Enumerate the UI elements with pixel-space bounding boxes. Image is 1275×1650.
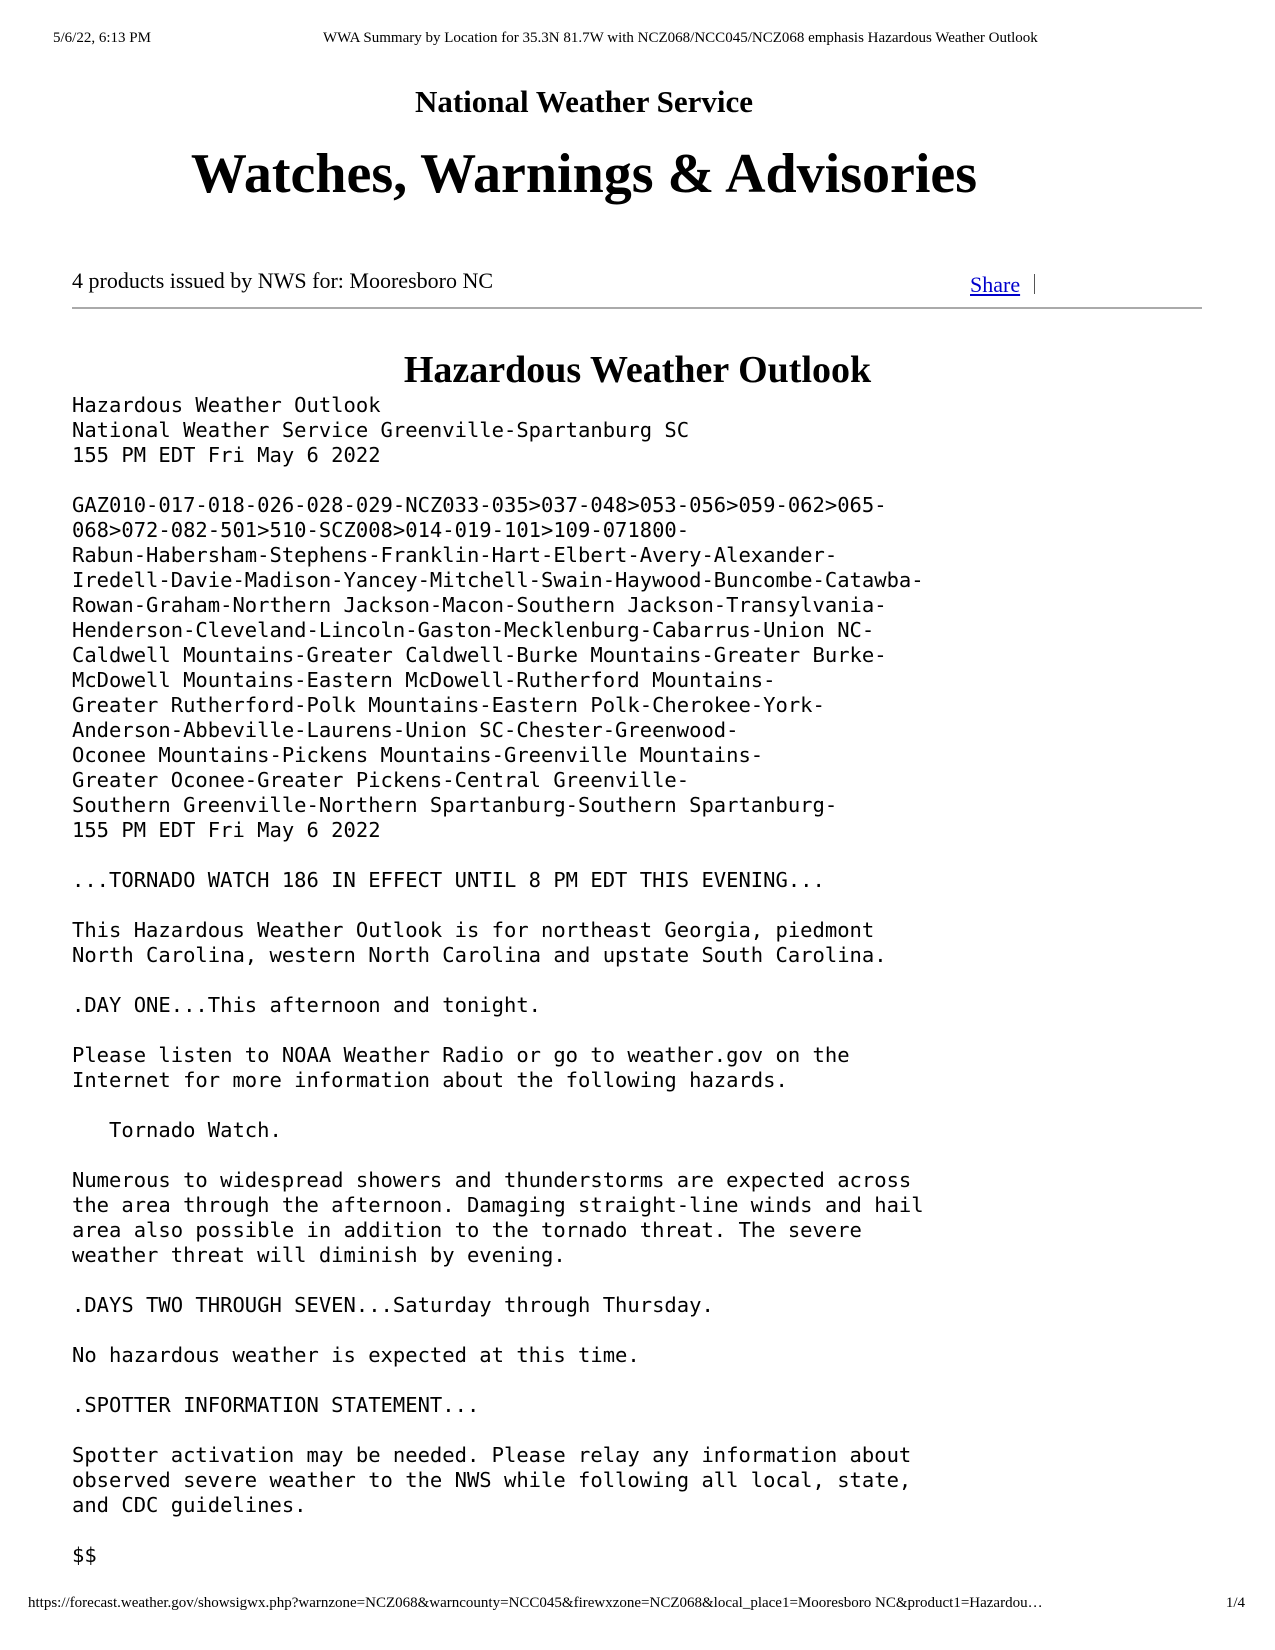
print-header (53, 30, 1222, 50)
product-title: Hazardous Weather Outlook (403, 349, 872, 391)
print-page-title: WWA Summary by Location for 35.3N 81.7W with NCZ068/NCC045/NCZ068 emphasis Hazardous Weather Outlook (323, 30, 1038, 46)
page-number: 1/4 (1225, 1595, 1245, 1611)
print-datetime: 5/6/22, 6:13 PM (53, 30, 151, 46)
print-footer (28, 1595, 1245, 1615)
print-url: https://forecast.weather.gov/showsigwx.php?warnzone=NCZ068&warncounty=NCC045&firewxzone=NCZ068&local_place1=Mooresboro NC&product1=Hazardou… (28, 1595, 1043, 1611)
separator-bar (1034, 274, 1035, 294)
agency-title: National Weather Service (414, 84, 754, 119)
share-link[interactable]: Share (970, 272, 1021, 297)
share-area (970, 272, 1035, 298)
divider (72, 307, 1202, 309)
product-text: Hazardous Weather Outlook National Weather Service Greenville-Spartanburg SC 155 PM EDT Fri May 6 2022 GAZ010-017-018-026-028-029-NCZ033-035>037-048>053-056>059-062>065- 068>072-082-501>510-SCZ008>014-019-101>109-071800- Rabun-Habersham-Stephens-Franklin-Hart-Elbert-Avery-Alexander- Iredell-Davie-Madison-Yancey-Mitchell-Swain-Haywood-Buncombe-Catawba- Rowan-Graham-Northern Jackson-Macon-Southern Jackson-Transylvania- Henderson-Cleveland-Lincoln-Gaston-Mecklenburg-Cabarrus-Union NC- Caldwell Mountains-Greater Caldwell-Burke Mountains-Greater Burke- McDowell Mountains-Eastern McDowell-Rutherford Mountains- Greater Rutherford-Polk Mountains-Eastern Polk-Cherokee-York- Anderson-Abbeville-Laurens-Union SC-Chester-Greenwood- Oconee Mountains-Pickens Mountains-Greenville Mountains- Greater Oconee-Greater Pickens-Central Greenville- Southern Greenville-Northern Spartanburg-Southern Spartanburg- 155 PM EDT Fri May 6 2022 ...TORNADO WATCH 186 IN EFFECT UNTIL 8 PM EDT THIS EVENING... This Hazardous Weather Outlook is for northeast Georgia, piedmont North Carolina, western North Carolina and upstate South Carolina. .DAY ONE...This afternoon and tonight. Please listen to NOAA Weather Radio or go to weather.gov on the Internet for more information about the following hazards. Tornado Watch. Numerous to widespread showers and thunderstorms are expected across the area through the afternoon. Damaging straight-line winds and hail area also possible in addition to the tornado threat. The severe weather threat will diminish by evening. .DAYS TWO THROUGH SEVEN...Saturday through Thursday. No hazardous weather is expected at this time. .SPOTTER INFORMATION STATEMENT... Spotter activation may be needed. Please relay any information about observed severe weather to the NWS while following all local, state, and CDC guidelines. $$ (72, 393, 924, 1567)
page-title: Watches, Warnings & Advisories (190, 143, 978, 205)
products-summary: 4 products issued by NWS for: Mooresboro NC (72, 268, 494, 293)
